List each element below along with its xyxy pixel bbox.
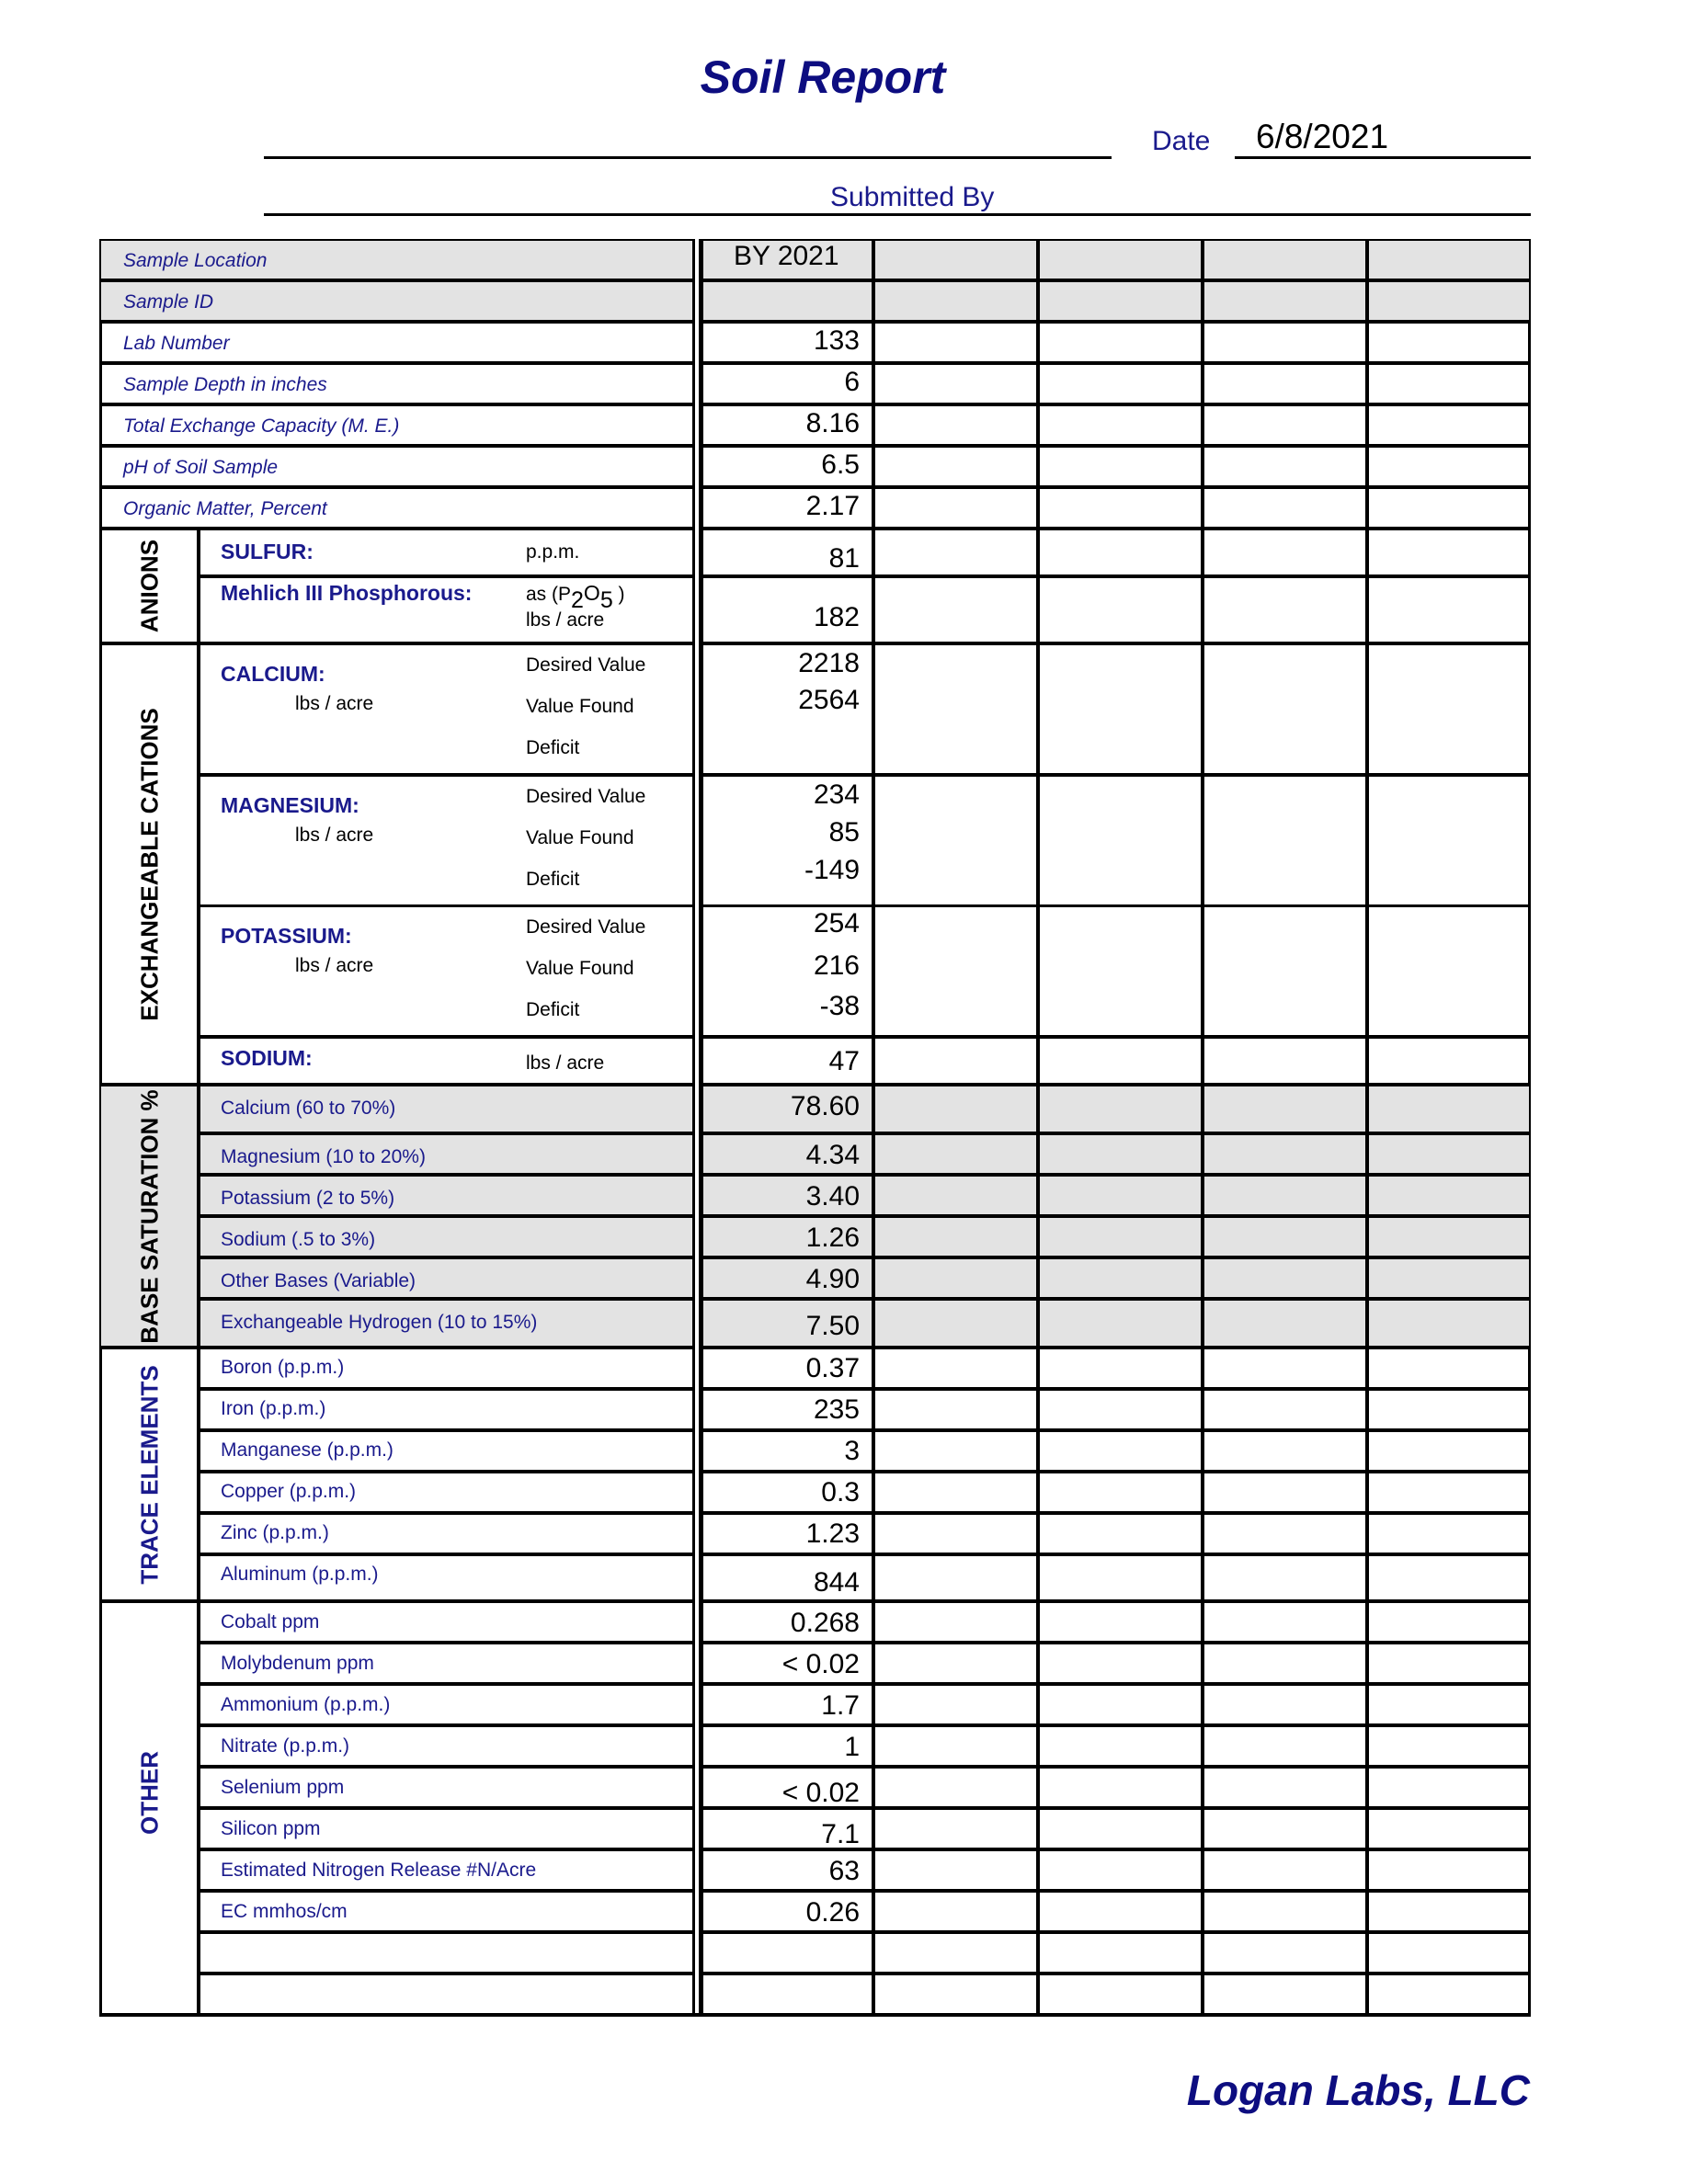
calcium-found: 2564	[798, 685, 860, 715]
magnesium-deficit: -149	[804, 855, 860, 885]
extra-sample-cell	[1367, 1430, 1531, 1472]
trace-value: 1.23	[805, 1519, 860, 1549]
base-saturation-label: Magnesium (10 to 20%)	[221, 1146, 426, 1167]
other-value: < 0.02	[781, 1778, 860, 1808]
potassium-deficit-label: Deficit	[526, 999, 580, 1020]
extra-sample-cell	[1203, 322, 1367, 363]
date-underline	[1235, 156, 1531, 159]
phosphorous-unit-2: lbs / acre	[526, 609, 605, 631]
extra-sample-cell	[1367, 1037, 1531, 1085]
potassium-desired: 254	[813, 908, 860, 938]
sulfur-label: SULFUR:	[221, 540, 314, 563]
extra-sample-cell	[1038, 1133, 1203, 1175]
extra-sample-cell	[1203, 1643, 1367, 1684]
extra-sample-cell	[1203, 1974, 1367, 2017]
extra-sample-cell	[1367, 775, 1531, 906]
extra-sample-cell	[1367, 363, 1531, 404]
report-title: Soil Report	[700, 51, 946, 103]
extra-sample-cell	[1038, 1348, 1203, 1389]
extra-sample-cell	[873, 1257, 1038, 1299]
extra-sample-cell	[873, 1725, 1038, 1767]
extra-sample-cell	[1203, 1175, 1367, 1216]
general-label-sample_id: Sample ID	[123, 291, 214, 313]
extra-sample-cell	[1038, 1767, 1203, 1808]
extra-sample-cell	[873, 1932, 1038, 1974]
extra-sample-cell	[873, 239, 1038, 280]
extra-sample-cell	[1367, 1554, 1531, 1601]
extra-sample-cell	[873, 363, 1038, 404]
general-value-sample_location: BY 2021	[734, 241, 839, 271]
extra-sample-cell	[1203, 1684, 1367, 1725]
phosphorous-unit-part: )	[612, 584, 625, 605]
extra-sample-cell	[1367, 529, 1531, 576]
extra-sample-cell	[1203, 280, 1367, 322]
submitted-underline	[264, 213, 1531, 216]
bottom-border	[99, 2013, 1531, 2017]
other-label: Selenium ppm	[221, 1777, 345, 1798]
lab-name-footer: Logan Labs, LLC	[1186, 2066, 1530, 2114]
calcium-unit: lbs / acre	[295, 693, 374, 714]
potassium-deficit: -38	[819, 991, 860, 1021]
magnesium-desired: 234	[813, 779, 860, 810]
extra-sample-cell	[1367, 1299, 1531, 1348]
sodium-value: 47	[828, 1046, 860, 1076]
trace-label: Zinc (p.p.m.)	[221, 1522, 329, 1543]
extra-sample-cell	[1038, 280, 1203, 322]
extra-sample-cell	[1038, 1974, 1203, 2017]
potassium-found: 216	[813, 950, 860, 981]
extra-sample-cell	[1038, 239, 1203, 280]
extra-sample-cell	[1367, 404, 1531, 446]
extra-sample-cell	[1367, 905, 1531, 1037]
other-value: < 0.02	[781, 1649, 860, 1679]
value-cell	[701, 280, 873, 322]
section-cations: EXCHANGEABLE CATIONS	[135, 708, 164, 1021]
extra-sample-cell	[1038, 322, 1203, 363]
extra-sample-cell	[1038, 1085, 1203, 1133]
extra-sample-cell	[1038, 643, 1203, 775]
extra-sample-cell	[873, 1808, 1038, 1849]
extra-sample-cell	[1038, 1684, 1203, 1725]
magnesium-desired-label: Desired Value	[526, 786, 646, 807]
extra-sample-cell	[873, 905, 1038, 1037]
trace-value: 235	[813, 1394, 860, 1425]
trace-value: 0.37	[805, 1353, 860, 1383]
extra-sample-cell	[873, 1348, 1038, 1389]
section-other: OTHER	[135, 1751, 164, 1835]
extra-sample-cell	[1203, 1767, 1367, 1808]
calcium-found-label: Value Found	[526, 696, 634, 717]
extra-sample-cell	[873, 775, 1038, 906]
extra-sample-cell	[1203, 1299, 1367, 1348]
sodium-unit: lbs / acre	[526, 1052, 605, 1074]
extra-sample-cell	[873, 1085, 1038, 1133]
extra-sample-cell	[1038, 404, 1203, 446]
extra-sample-cell	[1038, 775, 1203, 906]
extra-sample-cell	[1203, 775, 1367, 906]
extra-sample-cell	[1367, 1175, 1531, 1216]
extra-sample-cell	[1038, 1430, 1203, 1472]
extra-sample-cell	[873, 1554, 1038, 1601]
extra-sample-cell	[1367, 1974, 1531, 2017]
trace-value: 0.3	[821, 1477, 860, 1507]
extra-sample-cell	[1203, 1932, 1367, 1974]
general-value-sample_depth: 6	[844, 367, 860, 397]
extra-sample-cell	[1038, 576, 1203, 643]
extra-sample-cell	[873, 1299, 1038, 1348]
extra-sample-cell	[1038, 1472, 1203, 1513]
magnesium-found: 85	[828, 817, 860, 847]
extra-sample-cell	[1038, 1808, 1203, 1849]
extra-sample-cell	[1367, 1348, 1531, 1389]
other-label: Molybdenum ppm	[221, 1653, 374, 1674]
extra-sample-cell	[1038, 1389, 1203, 1430]
extra-sample-cell	[873, 643, 1038, 775]
extra-sample-cell	[1367, 1389, 1531, 1430]
other-value: 0.268	[790, 1608, 860, 1638]
trace-label: Copper (p.p.m.)	[221, 1481, 357, 1502]
extra-sample-cell	[1367, 487, 1531, 529]
label-cell	[199, 1932, 694, 1974]
extra-sample-cell	[873, 1974, 1038, 2017]
extra-sample-cell	[1367, 1684, 1531, 1725]
base-saturation-value: 4.34	[805, 1140, 860, 1170]
extra-sample-cell	[873, 1684, 1038, 1725]
extra-sample-cell	[1367, 1472, 1531, 1513]
section-base-saturation: BASE SATURATION %	[135, 1089, 164, 1344]
base-saturation-value: 3.40	[805, 1181, 860, 1211]
base-saturation-value: 7.50	[805, 1311, 860, 1341]
other-label: Cobalt ppm	[221, 1611, 320, 1632]
phosphorous-unit-part: as (P	[526, 584, 572, 605]
extra-sample-cell	[1367, 322, 1531, 363]
extra-sample-cell	[1203, 576, 1367, 643]
extra-sample-cell	[1203, 1133, 1367, 1175]
extra-sample-cell	[873, 487, 1038, 529]
phosphorous-unit-part: O	[583, 581, 600, 605]
extra-sample-cell	[1367, 1849, 1531, 1891]
other-value: 0.26	[805, 1897, 860, 1928]
other-label: Nitrate (p.p.m.)	[221, 1735, 350, 1757]
extra-sample-cell	[1367, 1891, 1531, 1932]
extra-sample-cell	[1367, 446, 1531, 487]
extra-sample-cell	[1038, 1554, 1203, 1601]
extra-sample-cell	[873, 1175, 1038, 1216]
column-divider	[692, 239, 701, 2017]
base-saturation-label: Other Bases (Variable)	[221, 1270, 416, 1291]
extra-sample-cell	[1203, 1554, 1367, 1601]
extra-sample-cell	[1038, 1643, 1203, 1684]
extra-sample-cell	[1367, 1643, 1531, 1684]
phosphorous-unit-part: 5	[599, 587, 613, 613]
base-saturation-value: 1.26	[805, 1223, 860, 1253]
extra-sample-cell	[873, 1601, 1038, 1643]
extra-sample-cell	[1038, 1891, 1203, 1932]
extra-sample-cell	[1203, 363, 1367, 404]
label-cell	[199, 1974, 694, 2017]
extra-sample-cell	[1038, 487, 1203, 529]
other-label: Silicon ppm	[221, 1818, 321, 1839]
extra-sample-cell	[1367, 280, 1531, 322]
extra-sample-cell	[873, 1216, 1038, 1257]
extra-sample-cell	[1367, 1513, 1531, 1554]
extra-sample-cell	[1038, 363, 1203, 404]
extra-sample-cell	[1203, 239, 1367, 280]
other-label: Ammonium (p.p.m.)	[221, 1694, 391, 1715]
general-label-organic_matter: Organic Matter, Percent	[123, 498, 327, 519]
trace-label: Manganese (p.p.m.)	[221, 1439, 393, 1461]
extra-sample-cell	[1038, 1601, 1203, 1643]
other-value: 1	[844, 1732, 860, 1762]
general-label-sample_location: Sample Location	[123, 250, 268, 271]
extra-sample-cell	[1038, 1513, 1203, 1554]
general-label-ph: pH of Soil Sample	[123, 457, 279, 478]
other-value: 63	[828, 1856, 860, 1886]
general-value-organic_matter: 2.17	[805, 491, 860, 521]
trace-label: Boron (p.p.m.)	[221, 1357, 345, 1378]
extra-sample-cell	[1203, 1085, 1367, 1133]
phosphorous-unit-part: 2	[571, 587, 584, 613]
extra-sample-cell	[1203, 643, 1367, 775]
general-label-tec: Total Exchange Capacity (M. E.)	[123, 415, 400, 437]
extra-sample-cell	[1367, 576, 1531, 643]
extra-sample-cell	[873, 1037, 1038, 1085]
name-underline	[264, 156, 1112, 159]
submitted-by-label: Submitted By	[830, 182, 995, 212]
magnesium-unit: lbs / acre	[295, 825, 374, 846]
extra-sample-cell	[1038, 905, 1203, 1037]
extra-sample-cell	[1203, 529, 1367, 576]
other-value: 1.7	[821, 1690, 860, 1721]
trace-label: Aluminum (p.p.m.)	[221, 1564, 379, 1585]
extra-sample-cell	[1203, 1348, 1367, 1389]
extra-sample-cell	[1203, 1389, 1367, 1430]
base-saturation-value: 4.90	[805, 1264, 860, 1294]
extra-sample-cell	[873, 1891, 1038, 1932]
date-label: Date	[1152, 126, 1211, 156]
extra-sample-cell	[1038, 1175, 1203, 1216]
extra-sample-cell	[1203, 1037, 1367, 1085]
section-trace: TRACE ELEMENTS	[135, 1365, 164, 1585]
extra-sample-cell	[873, 1643, 1038, 1684]
general-label-sample_depth: Sample Depth in inches	[123, 374, 327, 395]
extra-sample-cell	[1367, 1257, 1531, 1299]
sulfur-value: 81	[828, 543, 860, 574]
extra-sample-cell	[1203, 1216, 1367, 1257]
extra-sample-cell	[1203, 1849, 1367, 1891]
other-value: 7.1	[821, 1819, 860, 1849]
sodium-label: SODIUM:	[221, 1046, 313, 1070]
extra-sample-cell	[1203, 487, 1367, 529]
magnesium-found-label: Value Found	[526, 827, 634, 848]
extra-sample-cell	[1038, 1257, 1203, 1299]
calcium-desired-label: Desired Value	[526, 654, 646, 676]
extra-sample-cell	[873, 1430, 1038, 1472]
potassium-found-label: Value Found	[526, 958, 634, 979]
section-anions: ANIONS	[135, 539, 164, 633]
extra-sample-cell	[1038, 1932, 1203, 1974]
trace-value: 3	[844, 1436, 860, 1466]
sulfur-unit: p.p.m.	[526, 541, 580, 563]
base-saturation-label: Potassium (2 to 5%)	[221, 1188, 395, 1209]
extra-sample-cell	[1203, 1725, 1367, 1767]
extra-sample-cell	[1038, 529, 1203, 576]
extra-sample-cell	[873, 1472, 1038, 1513]
extra-sample-cell	[1203, 1891, 1367, 1932]
extra-sample-cell	[1038, 1299, 1203, 1348]
extra-sample-cell	[1367, 1767, 1531, 1808]
extra-sample-cell	[1038, 446, 1203, 487]
base-saturation-label: Calcium (60 to 70%)	[221, 1098, 396, 1119]
general-label-lab_number: Lab Number	[123, 333, 230, 354]
base-saturation-label: Exchangeable Hydrogen (10 to 15%)	[221, 1312, 538, 1333]
general-value-lab_number: 133	[813, 325, 860, 356]
extra-sample-cell	[1203, 1257, 1367, 1299]
extra-sample-cell	[1203, 1601, 1367, 1643]
extra-sample-cell	[873, 322, 1038, 363]
extra-sample-cell	[1367, 643, 1531, 775]
extra-sample-cell	[1203, 404, 1367, 446]
magnesium-deficit-label: Deficit	[526, 869, 580, 890]
other-label: Estimated Nitrogen Release #N/Acre	[221, 1860, 537, 1881]
potassium-label: POTASSIUM:	[221, 924, 352, 948]
extra-sample-cell	[1367, 1133, 1531, 1175]
extra-sample-cell	[1367, 1725, 1531, 1767]
extra-sample-cell	[1367, 1216, 1531, 1257]
general-value-tec: 8.16	[805, 408, 860, 438]
extra-sample-cell	[873, 446, 1038, 487]
extra-sample-cell	[1367, 239, 1531, 280]
extra-sample-cell	[1038, 1037, 1203, 1085]
extra-sample-cell	[873, 404, 1038, 446]
calcium-deficit-label: Deficit	[526, 737, 580, 758]
extra-sample-cell	[1038, 1849, 1203, 1891]
extra-sample-cell	[1367, 1085, 1531, 1133]
extra-sample-cell	[1203, 1430, 1367, 1472]
extra-sample-cell	[873, 1133, 1038, 1175]
extra-sample-cell	[873, 1513, 1038, 1554]
phosphorous-label: Mehlich III Phosphorous:	[221, 581, 473, 605]
extra-sample-cell	[873, 1849, 1038, 1891]
extra-sample-cell	[1203, 905, 1367, 1037]
extra-sample-cell	[1203, 446, 1367, 487]
extra-sample-cell	[873, 576, 1038, 643]
trace-label: Iron (p.p.m.)	[221, 1398, 326, 1419]
extra-sample-cell	[1038, 1216, 1203, 1257]
phosphorous-value: 182	[813, 602, 860, 632]
trace-value: 844	[813, 1567, 860, 1598]
general-value-ph: 6.5	[821, 449, 860, 480]
value-cell	[701, 1932, 873, 1974]
extra-sample-cell	[1367, 1601, 1531, 1643]
potassium-desired-label: Desired Value	[526, 916, 646, 938]
extra-sample-cell	[1203, 1513, 1367, 1554]
other-label: EC mmhos/cm	[221, 1901, 348, 1922]
extra-sample-cell	[1367, 1932, 1531, 1974]
calcium-label: CALCIUM:	[221, 662, 325, 686]
extra-sample-cell	[873, 280, 1038, 322]
calcium-desired: 2218	[798, 648, 860, 678]
extra-sample-cell	[873, 1389, 1038, 1430]
extra-sample-cell	[1203, 1808, 1367, 1849]
base-saturation-label: Sodium (.5 to 3%)	[221, 1229, 376, 1250]
date-value: 6/8/2021	[1256, 118, 1389, 155]
magnesium-label: MAGNESIUM:	[221, 793, 359, 817]
extra-sample-cell	[1367, 1808, 1531, 1849]
extra-sample-cell	[1038, 1725, 1203, 1767]
extra-sample-cell	[1203, 1472, 1367, 1513]
potassium-unit: lbs / acre	[295, 955, 374, 976]
extra-sample-cell	[873, 1767, 1038, 1808]
value-cell	[701, 1974, 873, 2017]
base-saturation-value: 78.60	[790, 1091, 860, 1121]
extra-sample-cell	[873, 529, 1038, 576]
